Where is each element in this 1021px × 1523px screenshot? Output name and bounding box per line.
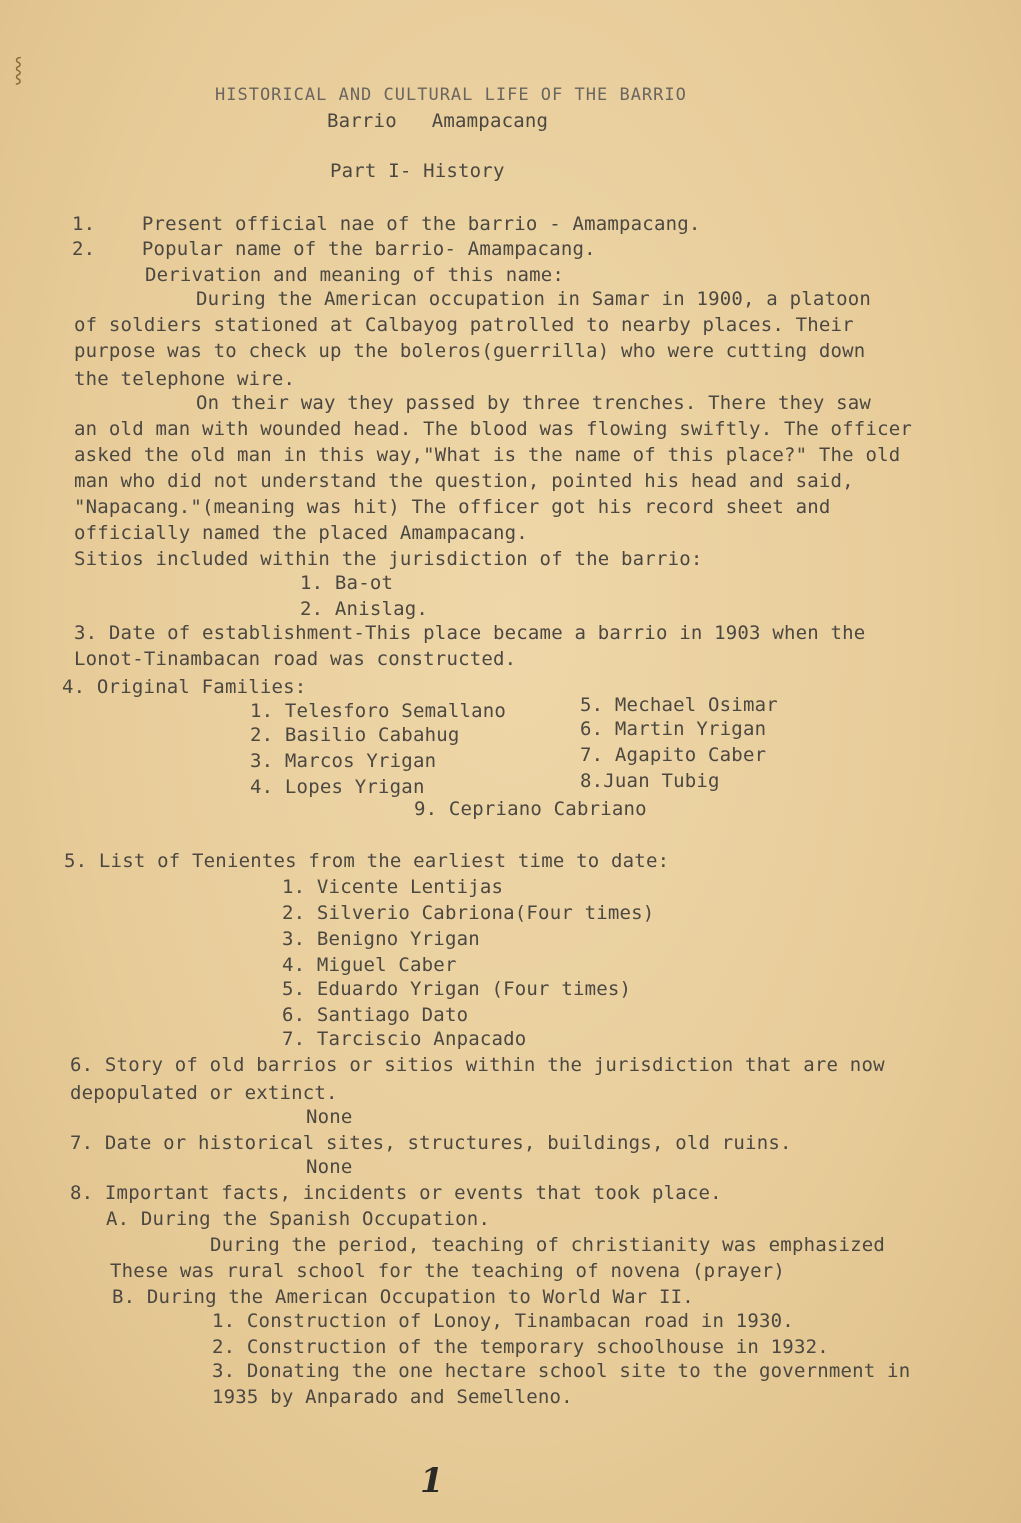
paragraph-line: of soldiers stationed at Calbayog patrolled to nearby places. Their	[74, 314, 854, 336]
item-2: 2. Popular name of the barrio- Amampacang.	[72, 238, 596, 260]
family-item: 1. Telesforo Semallano	[250, 700, 507, 722]
part-heading: Part I- History	[330, 160, 505, 182]
item-4: 4. Original Families:	[62, 676, 307, 698]
family-item: 9. Cepriano Cabriano	[414, 798, 647, 820]
teniente-item: 5. Eduardo Yrigan (Four times)	[282, 978, 632, 1000]
tenientes-heading: 5. List of Tenientes from the earliest time to date:	[64, 850, 670, 872]
family-item: 2. Basilio Cabahug	[250, 724, 460, 746]
item-3-cont: Lonot-Tinambacan road was constructed.	[74, 648, 517, 670]
teniente-item: 7. Tarciscio Anpacado	[282, 1028, 527, 1050]
paragraph-line: "Napacang."(meaning was hit) The officer got his record sheet and	[74, 496, 831, 518]
section-b-heading: B. During the American Occupation to World War II.	[112, 1286, 694, 1308]
item-3: 3. Date of establishment-This place became a barrio in 1903 when the	[74, 622, 866, 644]
family-item: 7. Agapito Caber	[580, 744, 767, 766]
sitio-item: 2. Anislag.	[300, 598, 429, 620]
teniente-item: 2. Silverio Cabriona(Four times)	[282, 902, 655, 924]
teniente-item: 6. Santiago Dato	[282, 1004, 469, 1026]
family-item: 8.Juan Tubig	[580, 770, 720, 792]
family-item: 5. Mechael Osimar	[580, 694, 778, 716]
section-a-heading: A. During the Spanish Occupation.	[106, 1208, 491, 1230]
barrio-name: Barrio Amampacang	[327, 110, 549, 132]
section-b-item: 3. Donating the one hectare school site to the government in	[212, 1360, 911, 1382]
item-1: 1. Present official nae of the barrio - Amampacang.	[72, 213, 701, 235]
family-item: 4. Lopes Yrigan	[250, 776, 425, 798]
item-6: 6. Story of old barrios or sitios within the jurisdiction that are now	[70, 1054, 885, 1076]
section-a-line: These was rural school for the teaching of novena (prayer)	[110, 1260, 786, 1282]
paragraph-line: officially named the placed Amampacang.	[74, 522, 528, 544]
item-8: 8. Important facts, incidents or events that took place.	[70, 1182, 722, 1204]
derivation-heading: Derivation and meaning of this name:	[145, 264, 565, 286]
section-a-line: During the period, teaching of christianity was emphasized	[210, 1234, 886, 1256]
sitio-item: 1. Ba-ot	[300, 572, 394, 594]
ink-mark: ⸾	[14, 55, 23, 83]
paragraph-line: the telephone wire.	[74, 368, 296, 390]
family-item: 3. Marcos Yrigan	[250, 750, 437, 772]
family-item: 6. Martin Yrigan	[580, 718, 767, 740]
paragraph-line: an old man with wounded head. The blood was flowing swiftly. The officer	[74, 418, 913, 440]
section-b-item: 2. Construction of the temporary schoolhouse in 1932.	[212, 1336, 829, 1358]
sitios-heading: Sitios included within the jurisdiction of the barrio:	[74, 548, 703, 570]
item-7: 7. Date or historical sites, structures, buildings, old ruins.	[70, 1132, 792, 1154]
item-6-cont: depopulated or extinct.	[70, 1082, 338, 1104]
none-text: None	[306, 1156, 353, 1178]
paragraph-line: man who did not understand the question, pointed his head and said,	[74, 470, 854, 492]
section-b-item: 1. Construction of Lonoy, Tinambacan road in 1930.	[212, 1310, 794, 1332]
paragraph-line: asked the old man in this way,"What is the name of this place?" The old	[74, 444, 901, 466]
paragraph-line: During the American occupation in Samar in 1900, a platoon	[196, 288, 872, 310]
teniente-item: 4. Miguel Caber	[282, 954, 457, 976]
teniente-item: 1. Vicente Lentijas	[282, 876, 504, 898]
none-text: None	[306, 1106, 353, 1128]
teniente-item: 3. Benigno Yrigan	[282, 928, 480, 950]
page-number: 1	[420, 1461, 444, 1501]
document-title: HISTORICAL AND CULTURAL LIFE OF THE BARRIO	[215, 85, 687, 105]
paragraph-line: On their way they passed by three trenches. There they saw	[196, 392, 872, 414]
paragraph-line: purpose was to check up the boleros(guerrilla) who were cutting down	[74, 340, 866, 362]
section-b-item-cont: 1935 by Anparado and Semelleno.	[212, 1386, 573, 1408]
